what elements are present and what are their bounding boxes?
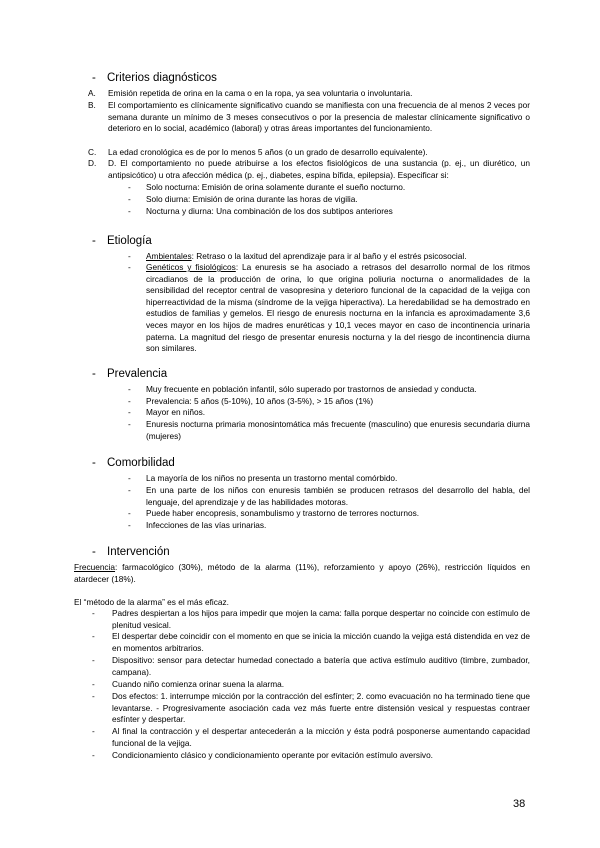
- list-marker: C.: [88, 147, 97, 157]
- item-text: : La enuresis se ha asociado a retrasos del desarrollo normal de los ritmos circadianos de la producción de orina, lo que origina poliuria nocturna o anormalidades de la sensibilidad del receptor central de vasopresina y deterioro funcional de la capacidad de la vejiga con hiperreactividad de la misma (síndrome de la vejiga hiperactiva). La heredabilidad se ha demostrado en estudios de familias y gemelos. El riesgo de enuresis nocturna en la infancia es aproximadamente 3,6 veces mayor en los hijos de madres enuréticas y 10,1 veces mayor en caso de incontinencia urinaria paterna. La magnitud del riesgo de presentar enuresis nocturna y la del riesgo de incontinencia diurna son similares.: [146, 262, 530, 354]
- page-number: 38: [513, 798, 526, 810]
- list-item: En una parte de los niños con enuresis también se producen retrasos del desarrollo del habla, del lenguaje, del aprendizaje y de las habilidades motoras.: [146, 485, 530, 507]
- list-item: Condicionamiento clásico y condicionamiento operante por evitación estímulo aversivo.: [112, 750, 433, 760]
- item-label: Ambientales: [146, 251, 192, 261]
- item-label: Genéticos y fisiológicos: [146, 262, 236, 272]
- list-subitem: Solo nocturna: Emisión de orina solamente durante el sueño nocturno.: [146, 182, 406, 192]
- list-item: Al final la contracción y el despertar antecederán a la micción y ésta podrá posponerse aumentando capacidad funcional de la vejiga.: [112, 726, 530, 748]
- list-item: El comportamiento es clínicamente significativo cuando se manifiesta con una frecuencia de al menos 2 veces por semana durante un mínimo de 3 meses consecutivos o por la presencia de malestar clínicamente significativo o deterioro en lo social, académico (laboral) y otras áreas importantes del funcionamiento.: [108, 100, 530, 134]
- list-item: La edad cronológica es de por lo menos 5 años (o un grado de desarrollo equivalente).: [108, 147, 428, 157]
- list-item: Padres despiertan a los hijos para impedir que mojen la cama: falla porque despertar no coincide con estímulo de plenitud vesical.: [112, 608, 530, 630]
- list-item: Mayor en niños.: [146, 407, 206, 417]
- heading-text: Criterios diagnósticos: [107, 72, 217, 84]
- list-item: Emisión repetida de orina en la cama o en la ropa, ya sea voluntaria o involuntaria.: [108, 88, 413, 98]
- list-item: Dispositivo: sensor para detectar humedad conectado a batería que activa estímulo auditivo (timbre, zumbador, campana).: [112, 655, 530, 677]
- list-item: Enuresis nocturna primaria monosintomática más frecuente (masculino) que enuresis secundaria diurna (mujeres): [146, 419, 530, 441]
- item-text: : Retraso o la laxitud del aprendizaje para ir al baño y el estrés psicosocial.: [191, 251, 467, 261]
- list-item: [146, 262, 530, 355]
- list-item: Prevalencia: 5 años (5-10%), 10 años (3-5%), > 15 años (1%): [146, 396, 374, 406]
- list-item: La mayoría de los niños no presenta un trastorno mental comórbido.: [146, 473, 398, 483]
- list-item: El despertar debe coincidir con el momento en que se inicia la micción cuando la vejiga está distendida en vez de en momentos arbitrarios.: [112, 631, 530, 653]
- list-item: D. El comportamiento no puede atribuirse a los efectos fisiológicos de una sustancia (p. ej., un diurético, un antipsicótico) u otra afección médica (p. ej., diabetes, espina bífida, epilepsia). Especificar si:: [108, 158, 530, 180]
- list-subitem: Solo diurna: Emisión de orina durante las horas de vigilia.: [146, 194, 358, 204]
- heading-text: Comorbilidad: [107, 457, 175, 469]
- list-item: Muy frecuente en población infantil, sólo superado por trastornos de ansiedad y conducta.: [146, 384, 477, 394]
- list-marker: A.: [88, 88, 96, 98]
- frequency-paragraph: [74, 562, 530, 585]
- list-marker: D.: [88, 158, 97, 168]
- list-subitem: Nocturna y diurna: Una combinación de los dos subtipos anteriores: [146, 206, 393, 216]
- frequency-label: Frecuencia: [74, 562, 116, 572]
- heading-text: Etiología: [107, 235, 152, 247]
- list-item: [146, 251, 530, 263]
- list-item: Infecciones de las vías urinarias.: [146, 520, 267, 530]
- list-marker: B.: [88, 100, 96, 110]
- document-page: - Criterios diagnósticos A. Emisión repetida de orina en la cama o en la ropa, ya sea voluntaria o involuntaria. B. El comportamiento es clínicamente significativo cuando se manifiesta con una frecuencia de al menos 2 veces por semana durante un mínimo de 3 meses consecutivos o por la presencia de malestar clínicamente significativo o deterioro en lo social, académico (laboral) y otras áreas importantes del funcionamiento. C. La edad cronológica es de por lo menos 5 años (o un grado de desarrollo equivalente). D. D. El comportamiento no puede atribuirse a los efectos fisiológicos de una sustancia (p. ej., un diurético, un antipsicótico) u otra afección médica (p. ej., diabetes, espina bífida, epilepsia). Especificar si: - Solo nocturna: Emisión de orina solamente durante el sueño nocturno. - Solo diurna: Emisión de orina durante las horas de vigilia. - Nocturna y diurna: Una combinación de los dos subtipos anteriores - Etiología - Ambientales: Retraso o la laxitud del aprendizaje para ir al baño y el estrés psicosocial. - Genéticos y fisiológicos: La enuresis se ha asociado a retrasos del desarrollo normal de los ritmos circadianos de la producción de orina, lo que origina poliuria nocturna o anormalidades de la sensibilidad del receptor central de vasopresina y deterioro funcional de la capacidad de la vejiga con hiperreactividad de la misma (síndrome de la vejiga hiperactiva). La heredabilidad se ha demostrado en estudios de familias y gemelos. El riesgo de enuresis nocturna en la infancia es aproximadamente 3,6 veces mayor en los hijos de madres enuréticas y 10,1 veces mayor en caso de incontinencia urinaria paterna. La magnitud del riesgo de presentar enuresis nocturna y la del riesgo de incontinencia diurna son similares. - Prevalencia - Muy frecuente en población infantil, sólo superado por trastornos de ansiedad y conducta. - Prevalencia: 5 años (5-10%), 10 años (3-5%), > 15 años (1%) - Mayor en niños. - Enuresis nocturna primaria monosintomática más frecuente (masculino) que enuresis secundaria diurna (mujeres) - Comorbilidad - La mayoría de los niños no presenta un trastorno mental comórbido. - En una parte de los niños con enuresis también se producen retrasos del desarrollo del habla, del lenguaje, del aprendizaje y de las habilidades motoras. - Puede haber encopresis, sonambulismo y trastorno de terrores nocturnos. - Infecciones de las vías urinarias. - Intervención Frecuencia: farmacológico (30%), método de la alarma (11%), reforzamiento y apoyo (26%), restricción líquidos en atardecer (18%). El “método de la alarma” es el más eficaz. - Padres despiertan a los hijos para impedir que mojen la cama: falla porque despertar no coincide con estímulo de plenitud vesical. - El despertar debe coincidir con el momento en que se inicia la micción cuando la vejiga está distendida en vez de en momentos arbitrarios. - Dispositivo: sensor para detectar humedad conectado a batería que activa estímulo auditivo (timbre, zumbador, campana). - Cuando niño comienza orinar suena la alarma. - Dos efectos: 1. interrumpe micción por la contracción del esfínter; 2. como evacuación no ha terminado tiene que levantarse. - Progresivamente asociación cada vez más fuerte entre distensión vesical y respuestas contraer esfínter y despertar. - Al final la contracción y el despertar antecederán a la micción y ésta podrá posponerse aumentando capacidad funcional de la vejiga. - Condicionamiento clásico y condicionamiento operante por evitación estímulo aversivo. 38: [74, 72, 530, 810]
- heading-text: Prevalencia: [107, 368, 168, 380]
- list-item: Cuando niño comienza orinar suena la alarma.: [112, 679, 285, 689]
- alarm-method-title: El “método de la alarma” es el más eficaz.: [74, 597, 229, 607]
- list-item: Dos efectos: 1. interrumpe micción por la contracción del esfínter; 2. como evacuación no ha terminado tiene que levantarse. - Progresivamente asociación cada vez más fuerte entre distensión vesical y respuestas contraer esfínter y despertar.: [112, 691, 530, 725]
- list-item: Puede haber encopresis, sonambulismo y trastorno de terrores nocturnos.: [146, 508, 420, 518]
- heading-text: Intervención: [107, 546, 170, 558]
- frequency-text: : farmacológico (30%), método de la alarma (11%), reforzamiento y apoyo (26%), restricción líquidos en atardecer (18%).: [74, 562, 530, 584]
